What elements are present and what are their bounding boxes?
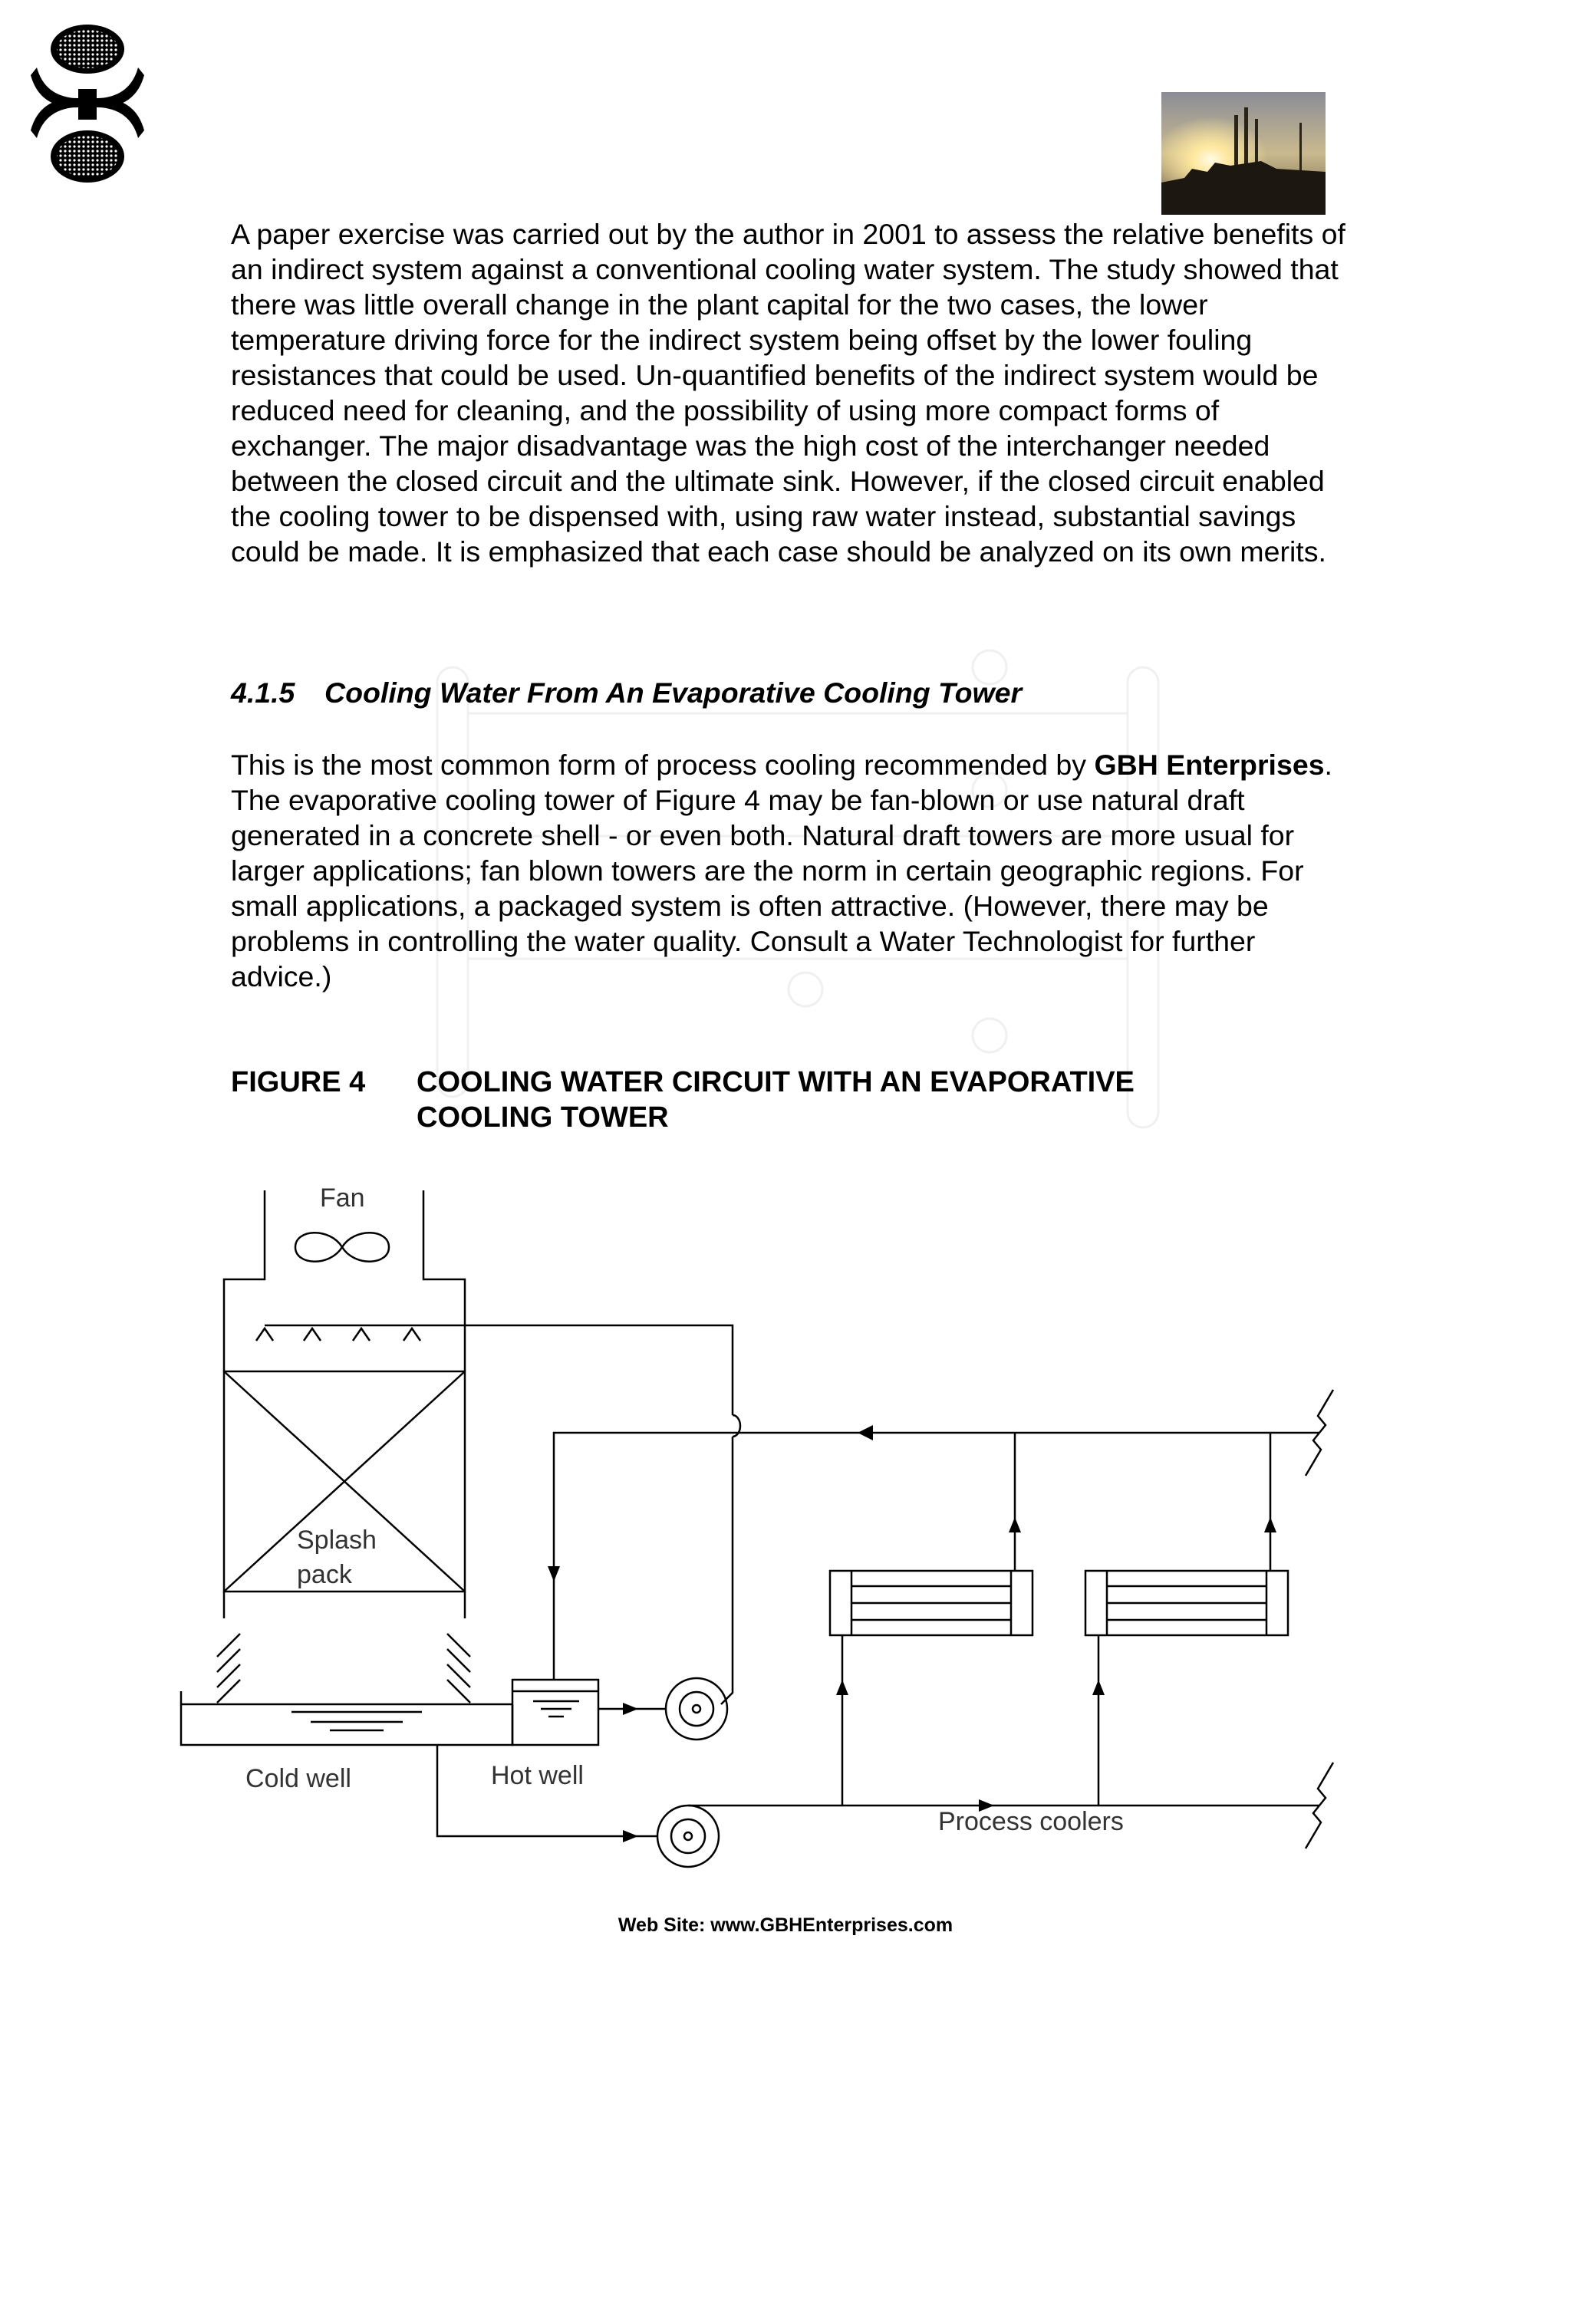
cold-well (181, 1691, 512, 1745)
flow-arrows (548, 1425, 1276, 1842)
hot-well-label: Hot well (491, 1761, 584, 1790)
cold-well-label: Cold well (245, 1764, 351, 1793)
fan-housing (224, 1190, 465, 1371)
figure-title: COOLING WATER CIRCUIT WITH AN EVAPORATIVE COOLING TOWER (417, 1066, 1135, 1134)
spray-nozzles (256, 1328, 420, 1341)
process-coolers-label: Process coolers (938, 1807, 1124, 1836)
hot-well (512, 1680, 598, 1745)
falling-water (217, 1634, 470, 1703)
cooling-tower-paragraph (231, 747, 1351, 994)
company-name: GBH Enterprises (1094, 749, 1325, 781)
fan-icon (295, 1233, 389, 1262)
hot-pump-icon (666, 1678, 727, 1740)
splash-pack (224, 1371, 465, 1592)
gbh-logo-icon (31, 15, 144, 190)
splash-pack-label-1: Splash (297, 1526, 377, 1555)
cold-pump-icon (657, 1806, 719, 1867)
para-text-end: . The evaporative cooling tower of Figure 4 may be fan-blown or use natural draft generated in a concrete shell - or even both. Natural draft towers are more usual for larger applications; fan blown towers are the norm in certain geographic regions. For small applications, a packaged system is often attractive. (However, there may be problems in controlling the water quality. Consult a Water Technologist for further advice.) (231, 749, 1332, 992)
fan-label: Fan (320, 1183, 365, 1213)
splash-pack-label-2: pack (297, 1560, 352, 1589)
process-cooler-1 (830, 1571, 1033, 1635)
section-heading (231, 675, 1022, 710)
process-cooler-2 (1085, 1571, 1288, 1635)
footer-website: Web Site: www.GBHEnterprises.com (618, 1914, 953, 1936)
intro-paragraph: A paper exercise was carried out by the author in 2001 to assess the relative benefits of an indirect system against a conventional cooling water system. The study showed that there was little overall change in the plant capital for the two cases, the lower temperature driving force for the indirect system being offset by the lower fouling resistances that could be used. Un-quantified benefits of the indirect system would be reduced need for cleaning, and the possibility of using more compact forms of exchanger. The major disadvantage was the high cost of the interchanger needed between the closed circuit and the ultimate sink. However, if the closed circuit enabled the cooling tower to be dispensed with, using raw water instead, substantial savings could be made. It is emphasized that each case should be analyzed on its own merits. (231, 218, 1345, 568)
section-number: 4.1.5 (231, 676, 295, 709)
section-title: Cooling Water From An Evaporative Cooling Tower (324, 676, 1023, 709)
pipe-break-icons (1306, 1390, 1333, 1848)
para-text-start: This is the most common form of process cooling recommended by (231, 749, 1095, 781)
figure-number: FIGURE 4 (231, 1066, 366, 1098)
cooling-circuit-diagram (0, 1158, 1571, 1879)
refinery-sunset-photo (1161, 92, 1326, 215)
